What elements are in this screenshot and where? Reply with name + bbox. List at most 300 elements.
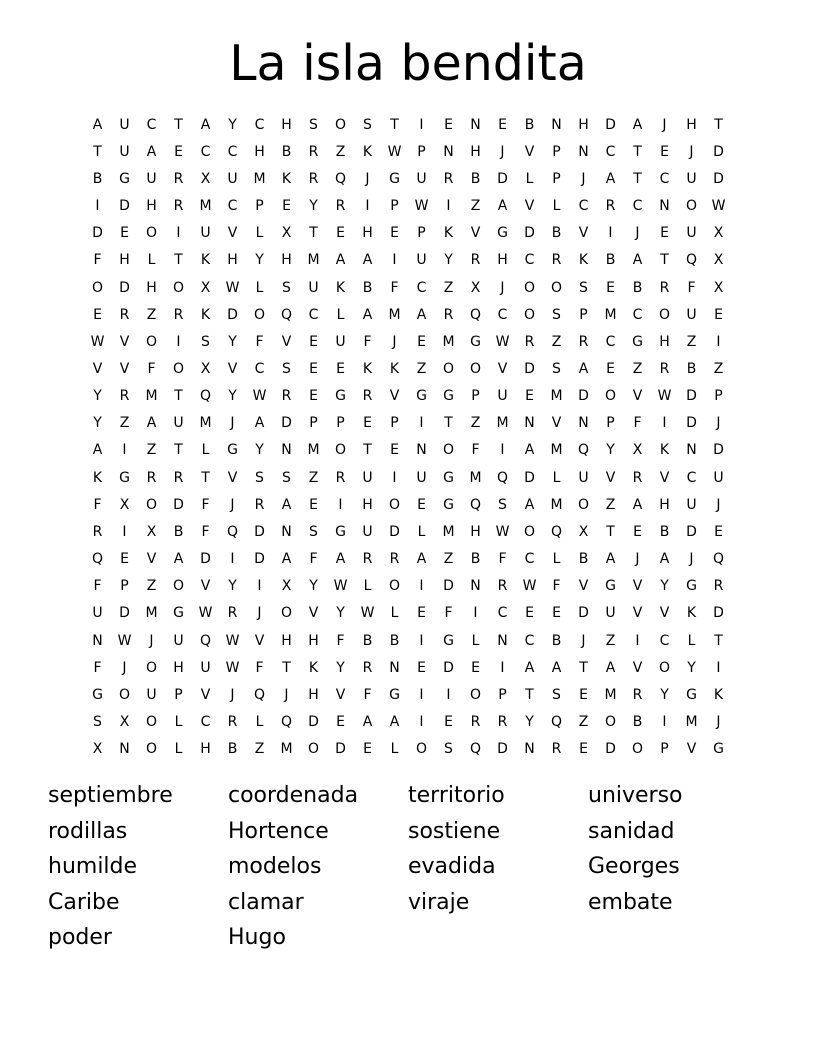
grid-letter: F	[201, 523, 210, 540]
grid-row	[84, 274, 732, 301]
grid-letter: Y	[336, 659, 345, 676]
grid-letter: H	[308, 632, 319, 649]
grid-letter: G	[335, 388, 346, 405]
grid-letter: V	[200, 578, 211, 595]
grid-letter: S	[282, 360, 291, 377]
grid-letter: G	[389, 170, 400, 187]
grid-letter: O	[658, 659, 671, 676]
grid-letter: N	[281, 523, 292, 540]
grid-letter: L	[552, 551, 561, 568]
grid-letter: G	[443, 469, 454, 486]
grid-letter: H	[254, 143, 265, 160]
grid-letter: N	[524, 415, 535, 432]
grid-letter: X	[281, 225, 292, 242]
grid-letter: T	[714, 116, 723, 133]
grid-letter: Y	[660, 686, 669, 703]
grid-letter: U	[119, 143, 130, 160]
grid-letter: V	[227, 225, 238, 242]
grid-letter: N	[659, 198, 670, 215]
grid-letter: Z	[416, 360, 427, 377]
grid-row	[84, 111, 732, 138]
grid-letter: M	[550, 442, 563, 459]
grid-letter: O	[145, 741, 158, 758]
grid-letter: Z	[146, 306, 157, 323]
grid-letter: R	[497, 714, 508, 731]
word-list-item: Caribe	[48, 889, 120, 915]
grid-letter: L	[174, 714, 183, 731]
word-list-item: Georges	[588, 854, 680, 879]
grid-letter: Y	[228, 388, 237, 405]
grid-row	[84, 681, 732, 708]
grid-letter: Q	[91, 551, 104, 568]
grid-letter: V	[551, 415, 562, 432]
grid-letter: J	[149, 632, 154, 649]
word-list-item: evadida	[408, 854, 496, 879]
grid-letter: A	[551, 659, 562, 676]
grid-letter: Z	[470, 415, 481, 432]
grid-letter: H	[578, 116, 589, 133]
grid-letter: Y	[606, 442, 615, 459]
word-list-item: sanidad	[588, 818, 675, 844]
grid-letter: Z	[578, 714, 589, 731]
grid-letter: T	[201, 469, 210, 486]
grid-letter: H	[362, 225, 373, 242]
grid-letter: P	[309, 415, 318, 432]
grid-letter: I	[446, 686, 451, 703]
grid-letter: F	[444, 605, 453, 622]
grid-letter: M	[253, 170, 266, 187]
grid-letter: O	[172, 360, 185, 377]
grid-letter: K	[362, 360, 373, 377]
grid-letter: D	[119, 279, 130, 296]
grid-letter: N	[686, 442, 697, 459]
grid-letter: A	[578, 360, 589, 377]
grid-letter: J	[230, 686, 235, 703]
grid-letter: C	[578, 198, 589, 215]
grid-letter: U	[686, 170, 697, 187]
grid-letter: S	[552, 306, 561, 323]
grid-letter: G	[119, 170, 130, 187]
grid-row	[84, 573, 732, 600]
grid-letter: J	[365, 170, 370, 187]
grid-letter: S	[552, 686, 561, 703]
grid-letter: U	[713, 469, 724, 486]
grid-letter: N	[389, 659, 400, 676]
grid-letter: A	[605, 551, 616, 568]
grid-letter: J	[500, 279, 505, 296]
grid-letter: E	[498, 116, 507, 133]
grid-letter: I	[446, 198, 451, 215]
grid-letter: Q	[469, 741, 482, 758]
grid-letter: J	[122, 659, 127, 676]
grid-letter: F	[336, 632, 345, 649]
grid-letter: A	[659, 551, 670, 568]
grid-letter: I	[419, 116, 424, 133]
grid-letter: O	[631, 741, 644, 758]
grid-letter: D	[308, 714, 319, 731]
grid-letter: T	[525, 686, 534, 703]
grid-letter: W	[711, 198, 726, 215]
grid-letter: U	[119, 116, 130, 133]
grid-letter: C	[659, 632, 670, 649]
grid-letter: D	[173, 496, 184, 513]
grid-letter: E	[660, 143, 669, 160]
grid-letter: D	[227, 306, 238, 323]
grid-row	[84, 464, 732, 491]
grid-letter: U	[686, 225, 697, 242]
grid-letter: T	[714, 632, 723, 649]
grid-letter: O	[334, 116, 347, 133]
grid-letter: E	[606, 279, 615, 296]
grid-letter: C	[686, 469, 697, 486]
grid-letter: H	[470, 523, 481, 540]
grid-letter: A	[524, 496, 535, 513]
grid-letter: Z	[686, 333, 697, 350]
grid-letter: E	[309, 333, 318, 350]
grid-letter: C	[254, 116, 265, 133]
grid-letter: O	[145, 225, 158, 242]
grid-letter: D	[686, 415, 697, 432]
word-list-item: sostiene	[408, 818, 501, 844]
grid-letter: F	[471, 442, 480, 459]
grid-letter: T	[174, 388, 183, 405]
grid-letter: B	[632, 714, 643, 731]
grid-letter: G	[605, 578, 616, 595]
grid-letter: E	[471, 659, 480, 676]
grid-letter: B	[686, 360, 697, 377]
grid-letter: S	[309, 523, 318, 540]
grid-letter: A	[335, 551, 346, 568]
grid-letter: O	[172, 578, 185, 595]
grid-letter: H	[497, 252, 508, 269]
grid-letter: H	[146, 198, 157, 215]
grid-letter: N	[443, 143, 454, 160]
grid-letter: E	[336, 225, 345, 242]
grid-letter: K	[335, 279, 346, 296]
grid-letter: T	[363, 442, 372, 459]
word-list-item: modelos	[228, 854, 322, 879]
grid-letter: E	[525, 605, 534, 622]
grid-letter: P	[552, 143, 561, 160]
grid-letter: I	[419, 632, 424, 649]
grid-letter: R	[443, 170, 454, 187]
grid-letter: Q	[280, 714, 293, 731]
grid-letter: E	[336, 360, 345, 377]
grid-letter: Z	[254, 741, 265, 758]
grid-letter: V	[497, 360, 508, 377]
grid-letter: A	[173, 551, 184, 568]
grid-letter: Z	[470, 198, 481, 215]
grid-letter: X	[713, 225, 724, 242]
grid-letter: H	[281, 632, 292, 649]
grid-letter: A	[281, 496, 292, 513]
word-list-item: universo	[588, 783, 683, 808]
grid-letter: A	[362, 252, 373, 269]
grid-letter: V	[92, 360, 103, 377]
grid-letter: X	[281, 578, 292, 595]
grid-letter: S	[363, 116, 372, 133]
grid-letter: R	[173, 198, 184, 215]
grid-row	[84, 736, 732, 763]
grid-letter: C	[254, 360, 265, 377]
grid-letter: S	[498, 496, 507, 513]
grid-letter: W	[360, 605, 375, 622]
grid-letter: L	[255, 225, 264, 242]
grid-letter: T	[390, 116, 399, 133]
grid-letter: J	[392, 333, 397, 350]
grid-letter: D	[605, 116, 616, 133]
grid-letter: G	[470, 333, 481, 350]
grid-letter: F	[687, 279, 696, 296]
grid-letter: O	[307, 741, 320, 758]
grid-letter: E	[525, 388, 534, 405]
grid-row	[84, 546, 732, 573]
grid-letter: M	[280, 741, 293, 758]
grid-letter: F	[93, 496, 102, 513]
letter-grid	[84, 111, 732, 763]
grid-letter: I	[500, 442, 505, 459]
grid-letter: N	[470, 578, 481, 595]
grid-letter: Y	[309, 578, 318, 595]
grid-row	[84, 220, 732, 247]
grid-letter: E	[633, 523, 642, 540]
grid-letter: M	[550, 496, 563, 513]
grid-letter: U	[200, 659, 211, 676]
grid-letter: F	[93, 252, 102, 269]
grid-letter: M	[685, 714, 698, 731]
grid-letter: E	[714, 523, 723, 540]
word-list-item: embate	[588, 889, 673, 915]
grid-letter: Z	[443, 279, 454, 296]
grid-letter: X	[119, 496, 130, 513]
grid-letter: D	[443, 578, 454, 595]
grid-letter: R	[578, 333, 589, 350]
grid-letter: O	[604, 714, 617, 731]
grid-letter: H	[659, 496, 670, 513]
grid-letter: S	[93, 714, 102, 731]
grid-letter: U	[416, 170, 427, 187]
grid-letter: B	[605, 252, 616, 269]
grid-row	[84, 491, 732, 518]
grid-letter: D	[200, 551, 211, 568]
grid-letter: I	[95, 198, 100, 215]
grid-letter: B	[551, 632, 562, 649]
grid-letter: L	[525, 170, 534, 187]
grid-letter: V	[632, 659, 643, 676]
word-list-item: Hugo	[228, 925, 286, 950]
grid-letter: E	[417, 333, 426, 350]
grid-letter: V	[659, 605, 670, 622]
grid-letter: O	[604, 388, 617, 405]
grid-letter: C	[497, 605, 508, 622]
grid-letter: O	[469, 686, 482, 703]
grid-letter: D	[713, 605, 724, 622]
grid-letter: D	[713, 442, 724, 459]
grid-letter: D	[335, 741, 346, 758]
grid-letter: B	[551, 225, 562, 242]
grid-letter: Z	[605, 632, 616, 649]
grid-row	[84, 165, 732, 192]
grid-letter: G	[686, 686, 697, 703]
grid-letter: I	[122, 523, 127, 540]
grid-letter: M	[469, 469, 482, 486]
grid-letter: E	[714, 306, 723, 323]
grid-letter: B	[578, 551, 589, 568]
grid-letter: X	[200, 279, 211, 296]
grid-letter: P	[714, 388, 723, 405]
grid-letter: U	[146, 686, 157, 703]
grid-row	[84, 301, 732, 328]
grid-letter: Q	[550, 714, 563, 731]
grid-letter: F	[309, 551, 318, 568]
grid-letter: E	[309, 360, 318, 377]
grid-letter: U	[578, 469, 589, 486]
grid-letter: T	[444, 415, 453, 432]
grid-letter: W	[198, 605, 213, 622]
grid-letter: H	[362, 496, 373, 513]
grid-row	[84, 192, 732, 219]
grid-letter: O	[172, 279, 185, 296]
grid-letter: Y	[228, 333, 237, 350]
grid-letter: Q	[199, 388, 212, 405]
grid-letter: E	[336, 714, 345, 731]
grid-letter: V	[632, 388, 643, 405]
word-list-item: septiembre	[48, 783, 173, 808]
grid-letter: T	[579, 659, 588, 676]
grid-letter: Q	[496, 469, 509, 486]
grid-letter: P	[174, 686, 183, 703]
grid-letter: O	[280, 605, 293, 622]
grid-letter: N	[578, 143, 589, 160]
word-list-item: rodillas	[48, 818, 128, 844]
grid-letter: Z	[443, 551, 454, 568]
grid-letter: K	[200, 252, 211, 269]
grid-letter: S	[309, 116, 318, 133]
grid-letter: R	[362, 551, 373, 568]
grid-letter: P	[606, 415, 615, 432]
grid-letter: J	[716, 415, 721, 432]
grid-letter: G	[416, 388, 427, 405]
grid-letter: K	[389, 360, 400, 377]
grid-letter: R	[146, 469, 157, 486]
grid-letter: P	[255, 198, 264, 215]
grid-letter: O	[145, 659, 158, 676]
grid-letter: J	[581, 170, 586, 187]
grid-letter: E	[417, 605, 426, 622]
grid-letter: E	[444, 116, 453, 133]
grid-letter: B	[362, 279, 373, 296]
grid-letter: Y	[444, 252, 453, 269]
grid-letter: A	[524, 659, 535, 676]
grid-letter: V	[632, 578, 643, 595]
grid-letter: R	[227, 714, 238, 731]
grid-letter: Y	[309, 198, 318, 215]
grid-letter: X	[92, 741, 103, 758]
grid-letter: M	[145, 388, 158, 405]
grid-letter: B	[173, 523, 184, 540]
grid-letter: Q	[685, 252, 698, 269]
grid-letter: V	[470, 225, 481, 242]
grid-letter: H	[281, 252, 292, 269]
grid-letter: V	[308, 605, 319, 622]
grid-letter: J	[230, 415, 235, 432]
grid-letter: E	[390, 225, 399, 242]
grid-letter: E	[390, 442, 399, 459]
word-list-item: Hortence	[228, 818, 329, 844]
grid-letter: F	[552, 578, 561, 595]
grid-letter: P	[579, 306, 588, 323]
grid-letter: O	[469, 360, 482, 377]
grid-letter: Y	[336, 605, 345, 622]
grid-letter: B	[362, 632, 373, 649]
grid-letter: Y	[255, 442, 264, 459]
grid-letter: H	[173, 659, 184, 676]
grid-letter: L	[363, 578, 372, 595]
grid-letter: G	[713, 741, 724, 758]
grid-letter: O	[442, 360, 455, 377]
grid-letter: D	[713, 170, 724, 187]
grid-letter: S	[282, 279, 291, 296]
grid-letter: F	[93, 578, 102, 595]
grid-letter: R	[632, 686, 643, 703]
grid-letter: I	[176, 225, 181, 242]
grid-letter: D	[524, 225, 535, 242]
grid-letter: U	[362, 523, 373, 540]
grid-letter: O	[145, 333, 158, 350]
grid-letter: R	[254, 496, 265, 513]
grid-letter: R	[713, 578, 724, 595]
grid-letter: R	[119, 388, 130, 405]
grid-letter: Z	[551, 333, 562, 350]
grid-letter: I	[176, 333, 181, 350]
grid-letter: I	[419, 578, 424, 595]
grid-letter: E	[444, 714, 453, 731]
grid-letter: C	[308, 306, 319, 323]
grid-letter: D	[497, 741, 508, 758]
grid-letter: Z	[632, 360, 643, 377]
grid-letter: A	[605, 170, 616, 187]
grid-letter: P	[390, 198, 399, 215]
grid-letter: H	[227, 252, 238, 269]
grid-letter: J	[284, 686, 289, 703]
grid-letter: J	[716, 496, 721, 513]
grid-letter: L	[471, 632, 480, 649]
grid-letter: H	[470, 143, 481, 160]
grid-letter: G	[389, 686, 400, 703]
grid-letter: D	[254, 551, 265, 568]
grid-letter: I	[419, 415, 424, 432]
grid-letter: R	[335, 469, 346, 486]
grid-letter: V	[605, 469, 616, 486]
grid-letter: U	[92, 605, 103, 622]
grid-letter: H	[200, 741, 211, 758]
grid-letter: D	[686, 523, 697, 540]
grid-letter: A	[92, 442, 103, 459]
grid-letter: L	[174, 741, 183, 758]
grid-letter: E	[579, 741, 588, 758]
grid-letter: F	[93, 659, 102, 676]
grid-letter: L	[255, 714, 264, 731]
grid-letter: O	[523, 306, 536, 323]
grid-letter: E	[579, 686, 588, 703]
grid-letter: E	[120, 225, 129, 242]
grid-letter: W	[522, 578, 537, 595]
grid-letter: I	[716, 659, 721, 676]
grid-letter: X	[578, 523, 589, 540]
grid-letter: C	[605, 143, 616, 160]
grid-letter: O	[91, 279, 104, 296]
grid-letter: G	[632, 333, 643, 350]
